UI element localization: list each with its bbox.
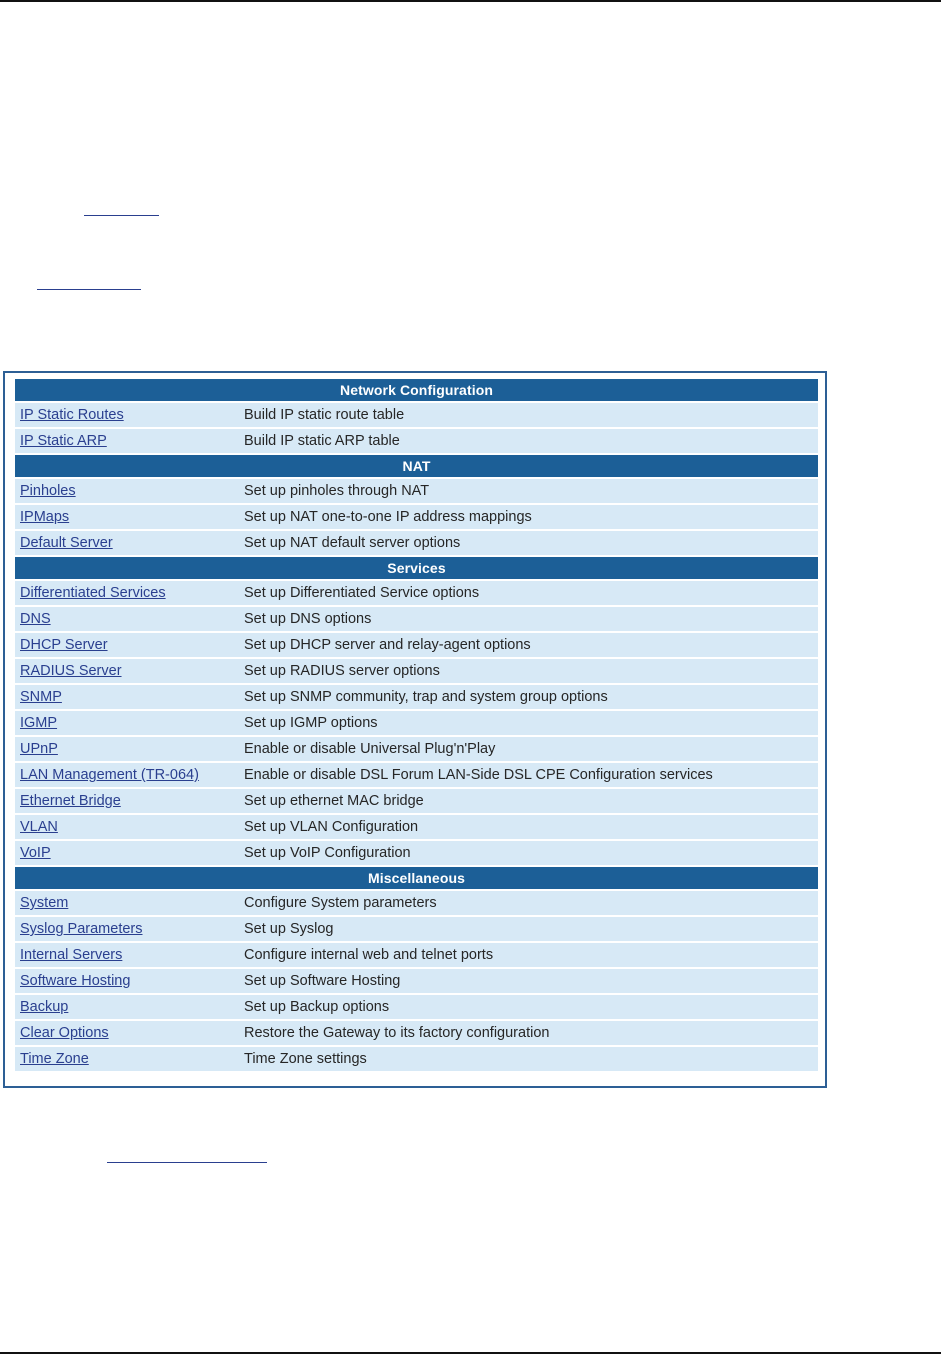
- menu-link[interactable]: Backup: [20, 999, 69, 1015]
- menu-row: [15, 685, 818, 709]
- menu-description: Set up RADIUS server options: [239, 659, 818, 683]
- menu-link[interactable]: IP Static Routes: [20, 407, 124, 423]
- menu-description: Configure internal web and telnet ports: [239, 943, 818, 967]
- section-title: Miscellaneous: [15, 867, 818, 889]
- menu-row: [15, 659, 818, 683]
- menu-link-cell: [15, 403, 239, 427]
- menu-link-cell: [15, 815, 239, 839]
- menu-link-cell: [15, 1021, 239, 1045]
- menu-description: Build IP static route table: [239, 403, 818, 427]
- menu-description: Set up Syslog: [239, 917, 818, 941]
- page-top-rule: [0, 0, 941, 2]
- menu-link-cell: [15, 737, 239, 761]
- configuration-menu-table: [15, 377, 818, 1073]
- menu-link[interactable]: DNS: [20, 611, 51, 627]
- menu-link-cell: [15, 607, 239, 631]
- link-underline-1[interactable]: [84, 215, 159, 216]
- menu-description: Build IP static ARP table: [239, 429, 818, 453]
- menu-row: [15, 841, 818, 865]
- menu-description: Set up DHCP server and relay-agent options: [239, 633, 818, 657]
- menu-row: [15, 479, 818, 503]
- menu-link-cell: [15, 633, 239, 657]
- menu-row: [15, 891, 818, 915]
- menu-link-cell: [15, 659, 239, 683]
- menu-link-cell: [15, 763, 239, 787]
- menu-link[interactable]: Differentiated Services: [20, 585, 166, 601]
- menu-description: Configure System parameters: [239, 891, 818, 915]
- menu-description: Set up VLAN Configuration: [239, 815, 818, 839]
- menu-link-cell: [15, 505, 239, 529]
- menu-description: Time Zone settings: [239, 1047, 818, 1071]
- menu-description: Set up NAT one-to-one IP address mappings: [239, 505, 818, 529]
- menu-description: Enable or disable DSL Forum LAN-Side DSL CPE Configuration services: [239, 763, 818, 787]
- section-title: Services: [15, 557, 818, 579]
- menu-link[interactable]: Syslog Parameters: [20, 921, 143, 937]
- menu-link-cell: [15, 581, 239, 605]
- menu-link[interactable]: Time Zone: [20, 1051, 89, 1067]
- menu-link[interactable]: Software Hosting: [20, 973, 131, 989]
- menu-row: [15, 403, 818, 427]
- menu-link[interactable]: VLAN: [20, 819, 58, 835]
- menu-link-cell: [15, 891, 239, 915]
- menu-link[interactable]: Pinholes: [20, 483, 76, 499]
- menu-link-cell: [15, 789, 239, 813]
- menu-row: [15, 505, 818, 529]
- menu-link-cell: [15, 1047, 239, 1071]
- menu-link[interactable]: System: [20, 895, 69, 911]
- menu-description: Restore the Gateway to its factory configuration: [239, 1021, 818, 1045]
- configuration-menu-panel: [3, 371, 827, 1088]
- menu-row: [15, 815, 818, 839]
- menu-link[interactable]: IGMP: [20, 715, 58, 731]
- section-title: Network Configuration: [15, 379, 818, 401]
- menu-link[interactable]: VoIP: [20, 845, 51, 861]
- menu-description: Set up pinholes through NAT: [239, 479, 818, 503]
- menu-link[interactable]: Internal Servers: [20, 947, 123, 963]
- menu-link[interactable]: DHCP Server: [20, 637, 108, 653]
- menu-row: [15, 633, 818, 657]
- menu-description: Set up NAT default server options: [239, 531, 818, 555]
- menu-link-cell: [15, 531, 239, 555]
- menu-link[interactable]: RADIUS Server: [20, 663, 122, 679]
- menu-link[interactable]: Ethernet Bridge: [20, 793, 121, 809]
- menu-row: [15, 1047, 818, 1071]
- menu-link-cell: [15, 917, 239, 941]
- section-title: NAT: [15, 455, 818, 477]
- menu-link-cell: [15, 841, 239, 865]
- menu-row: [15, 711, 818, 735]
- menu-description: Set up Backup options: [239, 995, 818, 1019]
- menu-link[interactable]: IP Static ARP: [20, 433, 107, 449]
- link-underline-2[interactable]: [37, 289, 141, 290]
- section-header: [15, 379, 818, 401]
- menu-link[interactable]: LAN Management (TR-064): [20, 767, 199, 783]
- menu-description: Enable or disable Universal Plug'n'Play: [239, 737, 818, 761]
- menu-description: Set up VoIP Configuration: [239, 841, 818, 865]
- menu-row: [15, 995, 818, 1019]
- menu-link-cell: [15, 943, 239, 967]
- menu-description: Set up Differentiated Service options: [239, 581, 818, 605]
- section-header: [15, 867, 818, 889]
- menu-row: [15, 737, 818, 761]
- menu-link[interactable]: Clear Options: [20, 1025, 109, 1041]
- menu-link[interactable]: SNMP: [20, 689, 62, 705]
- menu-link-cell: [15, 479, 239, 503]
- menu-description: Set up Software Hosting: [239, 969, 818, 993]
- menu-row: [15, 1021, 818, 1045]
- menu-row: [15, 607, 818, 631]
- menu-description: Set up ethernet MAC bridge: [239, 789, 818, 813]
- menu-description: Set up DNS options: [239, 607, 818, 631]
- menu-row: [15, 789, 818, 813]
- menu-row: [15, 969, 818, 993]
- menu-link-cell: [15, 969, 239, 993]
- menu-link-cell: [15, 711, 239, 735]
- menu-link-cell: [15, 429, 239, 453]
- menu-row: [15, 943, 818, 967]
- menu-row: [15, 917, 818, 941]
- menu-description: Set up SNMP community, trap and system group options: [239, 685, 818, 709]
- menu-link[interactable]: IPMaps: [20, 509, 70, 525]
- menu-link[interactable]: UPnP: [20, 741, 58, 757]
- link-underline-3[interactable]: [107, 1162, 267, 1163]
- menu-row: [15, 581, 818, 605]
- section-header: [15, 557, 818, 579]
- menu-link-cell: [15, 685, 239, 709]
- menu-link-cell: [15, 995, 239, 1019]
- menu-link[interactable]: Default Server: [20, 535, 113, 551]
- menu-description: Set up IGMP options: [239, 711, 818, 735]
- menu-row: [15, 763, 818, 787]
- menu-row: [15, 531, 818, 555]
- section-header: [15, 455, 818, 477]
- menu-row: [15, 429, 818, 453]
